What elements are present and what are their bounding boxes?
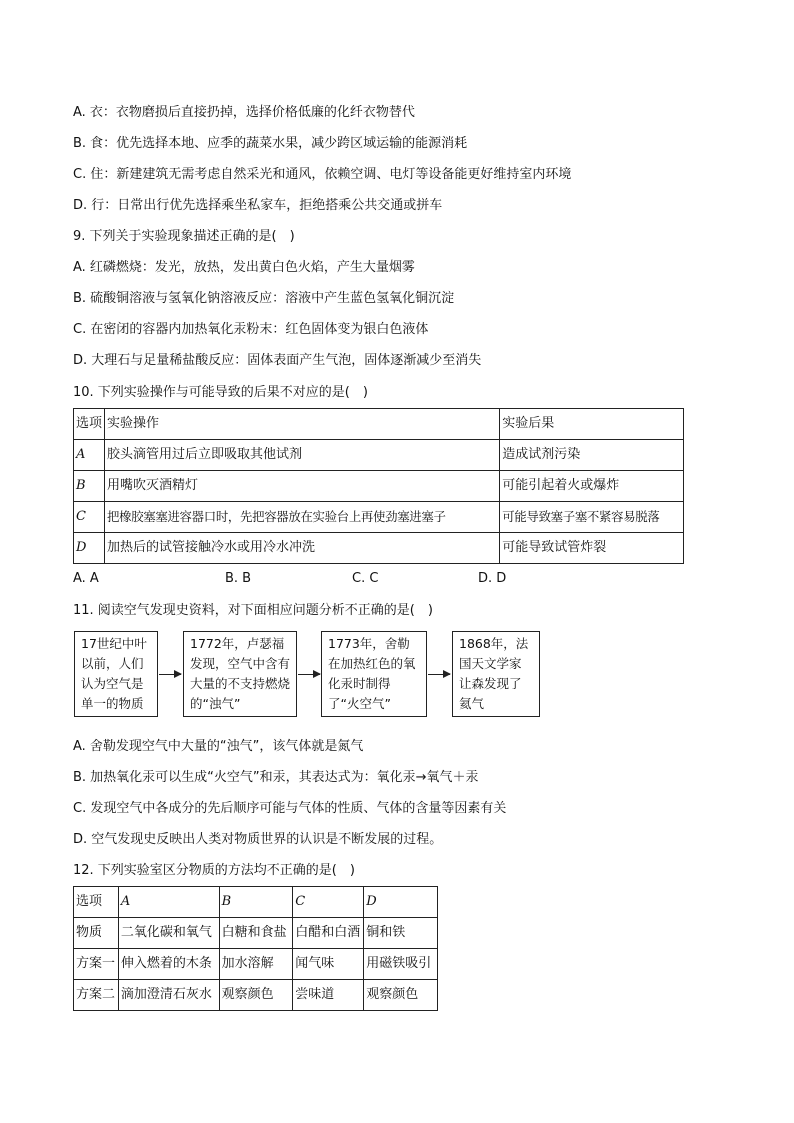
table-row [74,471,684,502]
q9-option-b: B. 硫酸铜溶液与氢氧化钠溶液反应：溶液中产生蓝色氢氧化铜沉淀 [73,291,455,306]
table-row [74,502,684,533]
table-cell: 造成试剂污染 [500,440,684,471]
q8-option-d: D. 行：日常出行优先选择乘坐私家车，拒绝搭乘公共交通或拼车 [73,198,443,213]
q11-stem: 11. 阅读空气发现史资料，对下面相应问题分析不正确的是( ) [73,603,433,618]
table-row [74,533,684,564]
table-header-row [74,409,684,440]
table-header-cell: 选项 [74,409,105,440]
q12-table [73,886,438,1011]
table-header-cell: 实验操作 [105,409,500,440]
table-cell: 可能导致试管炸裂 [500,533,684,564]
table-header-cell: D [364,887,438,918]
table-cell: C [74,502,105,533]
table-cell: 用磁铁吸引 [364,949,438,980]
flow-box-2: 1772年，卢瑟福发现，空气中含有大量的不支持燃烧的“浊气” [183,631,297,717]
q9-option-d: D. 大理石与足量稀盐酸反应：固体表面产生气泡，固体逐渐减少至消失 [73,353,482,368]
table-header-cell: 选项 [74,887,119,918]
table-cell: A [74,440,105,471]
flow-box-1: 17世纪中叶以前，人们认为空气是单一的物质 [74,631,158,717]
q11-option-c: C. 发现空气中各成分的先后顺序可能与气体的性质、气体的含量等因素有关 [73,801,507,816]
q10-choice-b: B. B [225,571,252,586]
table-cell: 用嘴吹灭酒精灯 [105,471,500,502]
q12-stem: 12. 下列实验室区分物质的方法均不正确的是( ) [73,863,355,878]
table-cell: 观察颜色 [219,980,293,1011]
table-header-cell: B [219,887,293,918]
table-cell: 方案二 [74,980,119,1011]
q10-choice-d: D. D [478,571,507,586]
table-cell: 伸入燃着的木条 [118,949,219,980]
table-row [74,980,438,1011]
table-cell: 二氧化碳和氧气 [118,918,219,949]
table-cell: 闻气味 [293,949,364,980]
q8-option-b: B. 食：优先选择本地、应季的蔬菜水果，减少跨区域运输的能源消耗 [73,136,468,151]
q10-choice-a: A. A [73,571,99,586]
flow-arrow-icon [428,674,450,675]
q10-choice-c: C. C [352,571,379,586]
table-cell: 加热后的试管接触冷水或用冷水冲洗 [105,533,500,564]
table-row [74,440,684,471]
q9-option-c: C. 在密闭的容器内加热氧化汞粉末：红色固体变为银白色液体 [73,322,429,337]
table-header-cell: A [118,887,219,918]
q9-stem: 9. 下列关于实验现象描述正确的是( ) [73,229,295,244]
q11-option-b: B. 加热氧化汞可以生成“火空气”和汞，其表达式为：氧化汞→氧气＋汞 [73,770,479,785]
table-cell: 白醋和白酒 [293,918,364,949]
q8-option-a: A. 衣：衣物磨损后直接扔掉，选择价格低廉的化纤衣物替代 [73,105,415,120]
table-cell: 可能引起着火或爆炸 [500,471,684,502]
flow-box-3: 1773年，舍勒在加热红色的氧化汞时制得了“火空气” [321,631,427,717]
table-header-cell: 实验后果 [500,409,684,440]
flow-box-4: 1868年，法国天文学家让森发现了氦气 [452,631,540,717]
table-cell: 胶头滴管用过后立即吸取其他试剂 [105,440,500,471]
table-cell: 白糖和食盐 [219,918,293,949]
table-row [74,918,438,949]
q11-option-a: A. 舍勒发现空气中大量的“浊气”，该气体就是氮气 [73,739,364,754]
table-cell: 物质 [74,918,119,949]
table-cell: 加水溶解 [219,949,293,980]
table-cell: D [74,533,105,564]
q11-option-d: D. 空气发现史反映出人类对物质世界的认识是不断发展的过程。 [73,832,443,847]
table-cell: B [74,471,105,502]
table-cell: 铜和铁 [364,918,438,949]
table-row [74,949,438,980]
table-cell: 可能导致塞子塞不紧容易脱落 [500,502,684,533]
q10-table [73,408,684,564]
table-header-cell: C [293,887,364,918]
q9-option-a: A. 红磷燃烧：发光，放热，发出黄白色火焰，产生大量烟雾 [73,260,415,275]
q8-option-c: C. 住：新建建筑无需考虑自然采光和通风，依赖空调、电灯等设备能更好维持室内环境 [73,167,572,182]
table-cell: 把橡胶塞塞进容器口时，先把容器放在实验台上再使劲塞进塞子 [105,502,500,533]
table-header-row [74,887,438,918]
table-cell: 尝味道 [293,980,364,1011]
q10-stem: 10. 下列实验操作与可能导致的后果不对应的是( ) [73,385,368,400]
flow-arrow-icon [298,674,320,675]
table-cell: 观察颜色 [364,980,438,1011]
flow-arrow-icon [159,674,181,675]
table-cell: 滴加澄清石灰水 [118,980,219,1011]
table-cell: 方案一 [74,949,119,980]
